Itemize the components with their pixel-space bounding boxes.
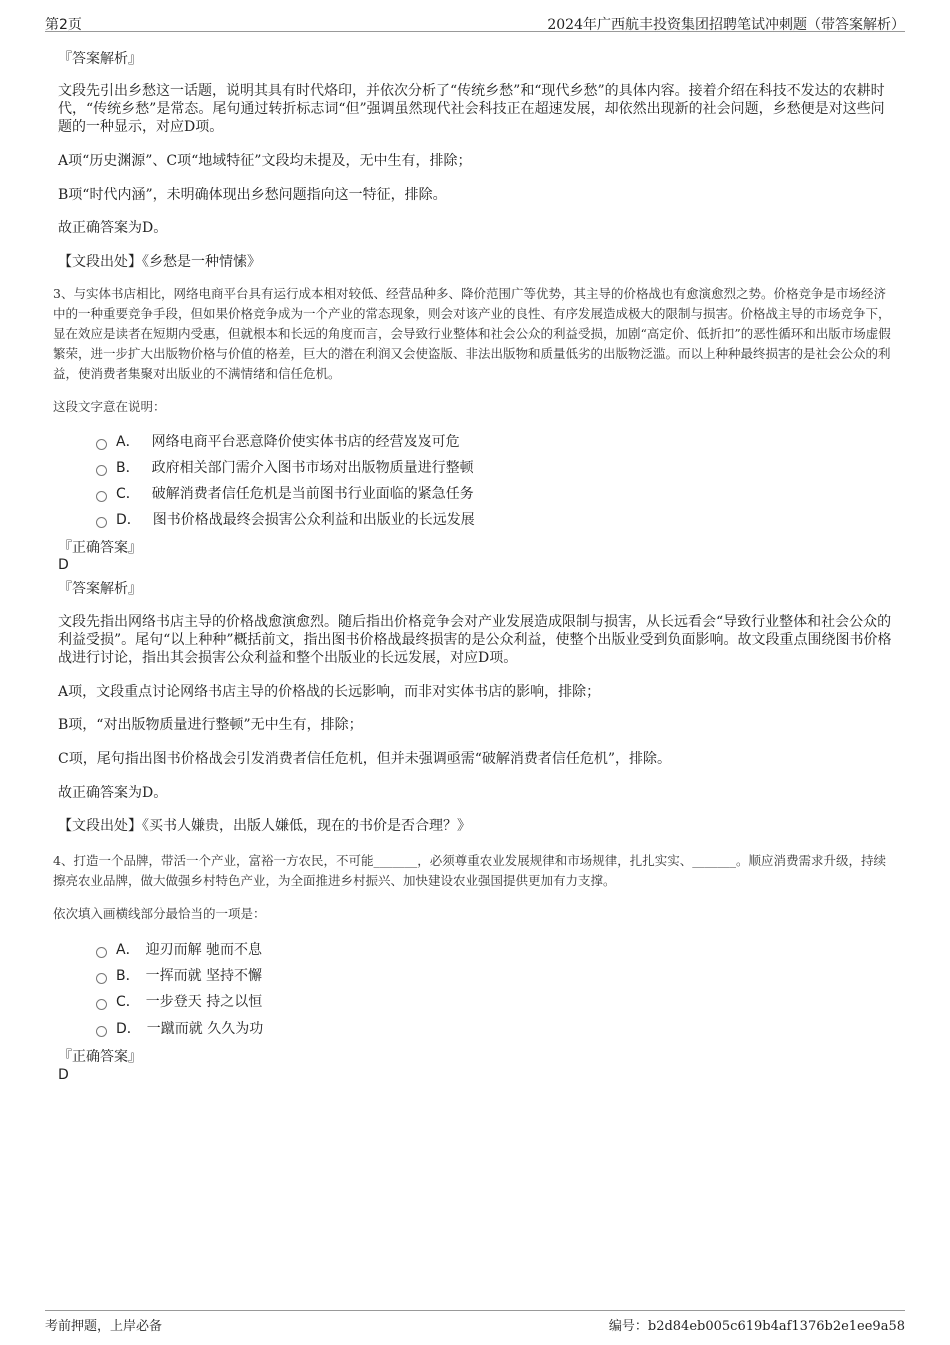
q3-stem: 3、与实体书店相比，网络电商平台具有运行成本相对较低、经营品种多、降价范围广等优势，其主导的价格战也有愈演愈烈之势。价格竞争是市场经济中的一种重要竞争手段，但如果价格竞争成为一个产业的常态现象，则会对该产业的良性、有序发展造成极大的限制与损害。价格战主导的市场竞争下，显在效应是读者在短期内受惠，但就根本和长远的角度而言，会导致行业整体和社会公众的利益受损，加剧“高定价、低折扣”的恶性循环和出版市场虚假繁荣，进一步扩大出版物价格与价值的格差，巨大的潜在利润又会使盗版、非法出版物和质量低劣的出版物泛滥。而以上种种最终损害的是社会公众的利益，使消费者集聚对出版业的不满情绪和信任危机。 [53, 286, 891, 381]
q2-conclusion: 故正确答案为D。 [58, 220, 168, 236]
radio-icon[interactable] [96, 947, 107, 958]
footer-slogan: 考前押题，上岸必备 [45, 1319, 163, 1334]
q3-option-b-note: B项，“对出版物质量进行整顿”无中生有，排除； [58, 717, 363, 733]
q4-option-d[interactable]: D． 一蹴而就 久久为功 [96, 1020, 263, 1038]
q3-source: 【文段出处】《买书人嫌贵，出版人嫌低，现在的书价是否合理？》 [58, 818, 471, 834]
q4-option-a[interactable]: A． 迎刃而解 驰而不息 [96, 941, 262, 959]
q4-answer-label: 『正确答案』 [58, 1049, 142, 1065]
q3-answer-label: 『正确答案』 [58, 540, 142, 556]
q4-answer-value: D [58, 1067, 69, 1083]
q2-option-ac-note: A项“历史渊源”、C项“地域特征”文段均未提及，无中生有，排除； [58, 153, 472, 169]
q3-option-c-note: C项，尾句指出图书价格战会引发消费者信任危机，但并未强调亟需“破解消费者信任危机”，排除。 [58, 751, 672, 767]
q2-analysis-label: 『答案解析』 [58, 51, 142, 67]
q2-source: 【文段出处】《乡愁是一种情愫》 [58, 254, 261, 270]
q3-analysis-text: 文段先指出网络书店主导的价格战愈演愈烈。随后指出价格竞争会对产业发展造成限制与损害，从长远看会“导致行业整体和社会公众的利益受损”。尾句“以上种种”概括前文，指出图书价格战最终损害的是公众利益，使整个出版业受到负面影响。故文段重点围绕图书价格战进行讨论，指出其会损害公众利益和整个出版业的长远发展，对应D项。 [58, 614, 892, 666]
q2-analysis-text: 文段先引出乡愁这一话题，说明其具有时代烙印，并依次分析了“传统乡愁”和“现代乡愁”的具体内容。接着介绍在科技不发达的农耕时代，“传统乡愁”是常态。尾句通过转折标志词“但”强调虽然现代社会科技正在超速发展，却依然出现新的社会问题，乡愁便是对这些问题的一种显示，对应D项。 [58, 83, 885, 135]
q4-option-c[interactable]: C． 一步登天 持之以恒 [96, 993, 262, 1011]
radio-icon[interactable] [96, 517, 107, 528]
radio-icon[interactable] [96, 439, 107, 450]
radio-icon[interactable] [96, 1026, 107, 1037]
q3-option-c[interactable]: C． 破解消费者信任危机是当前图书行业面临的紧急任务 [96, 485, 474, 503]
q4-prompt: 依次填入画横线部分最恰当的一项是： [53, 906, 266, 921]
page-footer [45, 1310, 905, 1340]
radio-icon[interactable] [96, 999, 107, 1010]
q3-conclusion: 故正确答案为D。 [58, 785, 168, 801]
q3-analysis-label: 『答案解析』 [58, 581, 142, 597]
footer-document-id: 编号：b2d84eb005c619b4af1376b2e1ee9a58 [608, 1319, 905, 1334]
q3-option-a[interactable]: A． 网络电商平台恶意降价使实体书店的经营岌岌可危 [96, 433, 460, 451]
q3-prompt: 这段文字意在说明： [53, 399, 166, 414]
q3-answer-value: D [58, 557, 69, 573]
radio-icon[interactable] [96, 491, 107, 502]
q3-option-a-note: A项，文段重点讨论网络书店主导的价格战的长远影响，而非对实体书店的影响，排除； [58, 684, 601, 700]
document-title: 2024年广西航丰投资集团招聘笔试冲刺题（带答案解析） [547, 17, 905, 33]
q3-option-d[interactable]: D． 图书价格战最终会损害公众利益和出版业的长远发展 [96, 511, 475, 529]
q3-option-b[interactable]: B． 政府相关部门需介入图书市场对出版物质量进行整顿 [96, 459, 474, 477]
page-number: 第2页 [45, 17, 82, 33]
page-header [45, 12, 905, 32]
q4-option-b[interactable]: B． 一挥而就 坚持不懈 [96, 967, 262, 985]
radio-icon[interactable] [96, 465, 107, 476]
radio-icon[interactable] [96, 973, 107, 984]
q2-option-b-note: B项“时代内涵”，未明确体现出乡愁问题指向这一特征，排除。 [58, 187, 447, 203]
q4-stem: 4、打造一个品牌，带活一个产业，富裕一方农民，不可能_______，必须尊重农业发展规律和市场规律，扎扎实实、_______。顺应消费需求升级，持续擦亮农业品牌，做大做强乡村特色产业，为全面推进乡村振兴、加快建设农业强国提供更加有力支撑。 [53, 853, 886, 888]
